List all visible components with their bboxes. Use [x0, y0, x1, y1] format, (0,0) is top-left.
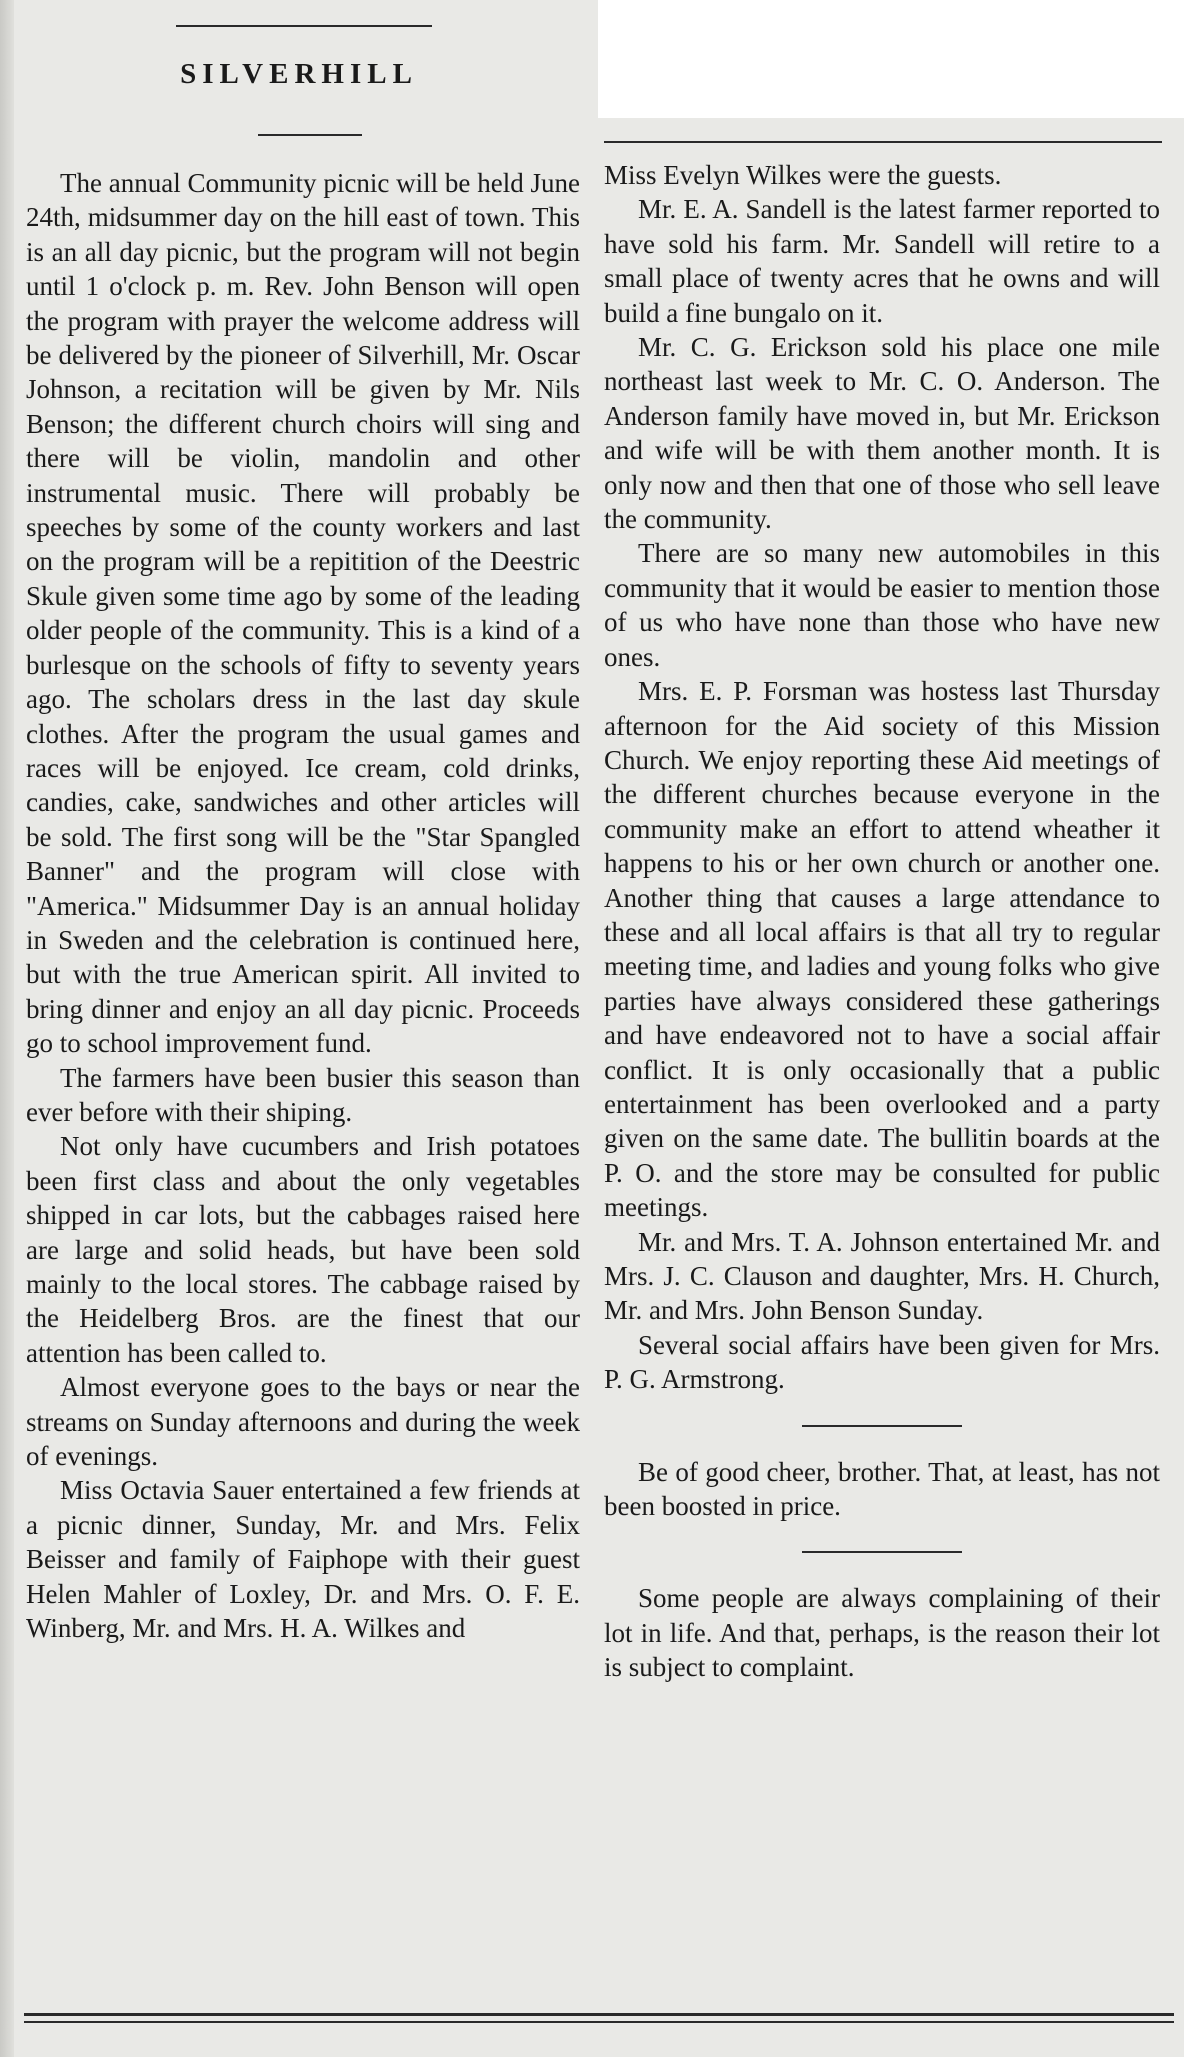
erickson-paragraph: Mr. C. G. Erickson sold his place one mile northeast last week to Mr. C. O. Anderson. The Anderson family have moved in, but Mr. Erickson and wife will be with them another month. It is only now and then that one of those who sell leave the community. — [604, 332, 1160, 535]
bays-paragraph: Almost everyone goes to the bays or near the streams on Sunday afternoons and during the week of evenings. — [26, 1372, 580, 1472]
farmers-paragraph: The farmers have been busier this season than ever before with their shiping. — [26, 1062, 580, 1127]
heading-underline — [258, 134, 362, 136]
automobiles-paragraph: There are so many new automobiles in this community that it would be easier to mention those of us who have none than those who have new ones. — [604, 538, 1160, 672]
picnic-dinner-paragraph: Miss Octavia Sauer entertained a few friends at a picnic dinner, Sunday, Mr. and Mrs. Felix Beisser and family of Faiphope with their guest Helen Mahler of Loxley, Dr. and Mrs. O. F. E. Winberg, Mr. and Mrs. H. A. Wilkes and — [26, 1475, 580, 1644]
aid-society-paragraph: Mrs. E. P. Forsman was hostess last Thursday afternoon for the Aid society of this Mission Church. We enjoy reporting these Aid meetings of the different churches because everyone in the community make an effort to attend wheather it happens to his or her own church or another one. Another thing that causes a large attendance to these and all local affairs is that all try to regular meeting time, and ladies and young folks who give parties have always considered these gatherings and have endeavored not to have a social affair conflict. It is only occasionally that a public entertainment has been overlooked and a party given on the same date. The bullitin boards at the P. O. and the store may be consulted for public meetings. — [604, 676, 1160, 1223]
left-column-text — [26, 166, 580, 1645]
vegetables-paragraph: Not only have cucumbers and Irish potatoes been first class and about the only vegetables shipped in car lots, but the cabbages raised here are large and solid heads, but have been sold mainly to the local stores. The cabbage raised by the Heidelberg Bros. are the finest that our attention has been called to. — [26, 1131, 580, 1368]
continued-line: Miss Evelyn Wilkes were the guests. — [604, 160, 1002, 190]
picnic-paragraph: The annual Community picnic will be held June 24th, midsummer day on the hill east of town. This is an all day picnic, but the program will not begin until 1 o'clock p. m. Rev. John Benson will open the program with prayer the welcome address will be delivered by the pioneer of Silverhill, Mr. Oscar Johnson, a recitation will be given by Mr. Nils Benson; the different church choirs will sing and there will be violin, mandolin and other instrumental music. There will probably be speeches by some of the county workers and last on the program will be a repitition of the Deestric Skule given some time ago by some of the leading older people of the community. This is a kind of a burlesque on the schools of fifty to seventy years ago. The scholars dress in the last day skule clothes. After the program the usual games and races will be enjoyed. Ice cream, cold drinks, candies, cake, sandwiches and other articles will be sold. The first song will be the "Star Spangled Banner" and the program will close with "America." Midsummer Day is an annual holiday in Sweden and the celebration is continued here, but with the true American spirit. All invited to bring dinner and enjoy an all day picnic. Proceeds go to school improvement fund. — [26, 168, 580, 1059]
bottom-rule — [24, 2013, 1174, 2016]
complaining-filler: Some people are always complaining of their lot in life. And that, perhaps, is the reason their lot is subject to complaint. — [604, 1583, 1160, 1683]
column-heading: SILVERHILL — [180, 58, 418, 90]
bottom-rule-thin — [24, 2021, 1174, 2023]
right-column-text — [604, 158, 1160, 1685]
top-rule — [176, 25, 432, 27]
armstrong-paragraph: Several social affairs have been given for Mrs. P. G. Armstrong. — [604, 1329, 1160, 1395]
johnson-paragraph: Mr. and Mrs. T. A. Johnson entertained Mr. and Mrs. J. C. Clauson and daughter, Mrs. H. Church, Mr. and Mrs. John Benson Sunday. — [604, 1226, 1160, 1326]
separator-rule-1 — [802, 1425, 962, 1427]
scan-edge-shadow — [0, 0, 14, 2057]
sandell-paragraph: Mr. E. A. Sandell is the latest farmer reported to have sold his farm. Mr. Sandell will retire to a small place of twenty acres that he owns and will build a fine bungalo on it. — [604, 194, 1160, 328]
right-column-top-rule — [604, 141, 1162, 143]
good-cheer-filler: Be of good cheer, brother. That, at least, has not been boosted in price. — [604, 1456, 1160, 1522]
separator-rule-2 — [802, 1551, 962, 1553]
